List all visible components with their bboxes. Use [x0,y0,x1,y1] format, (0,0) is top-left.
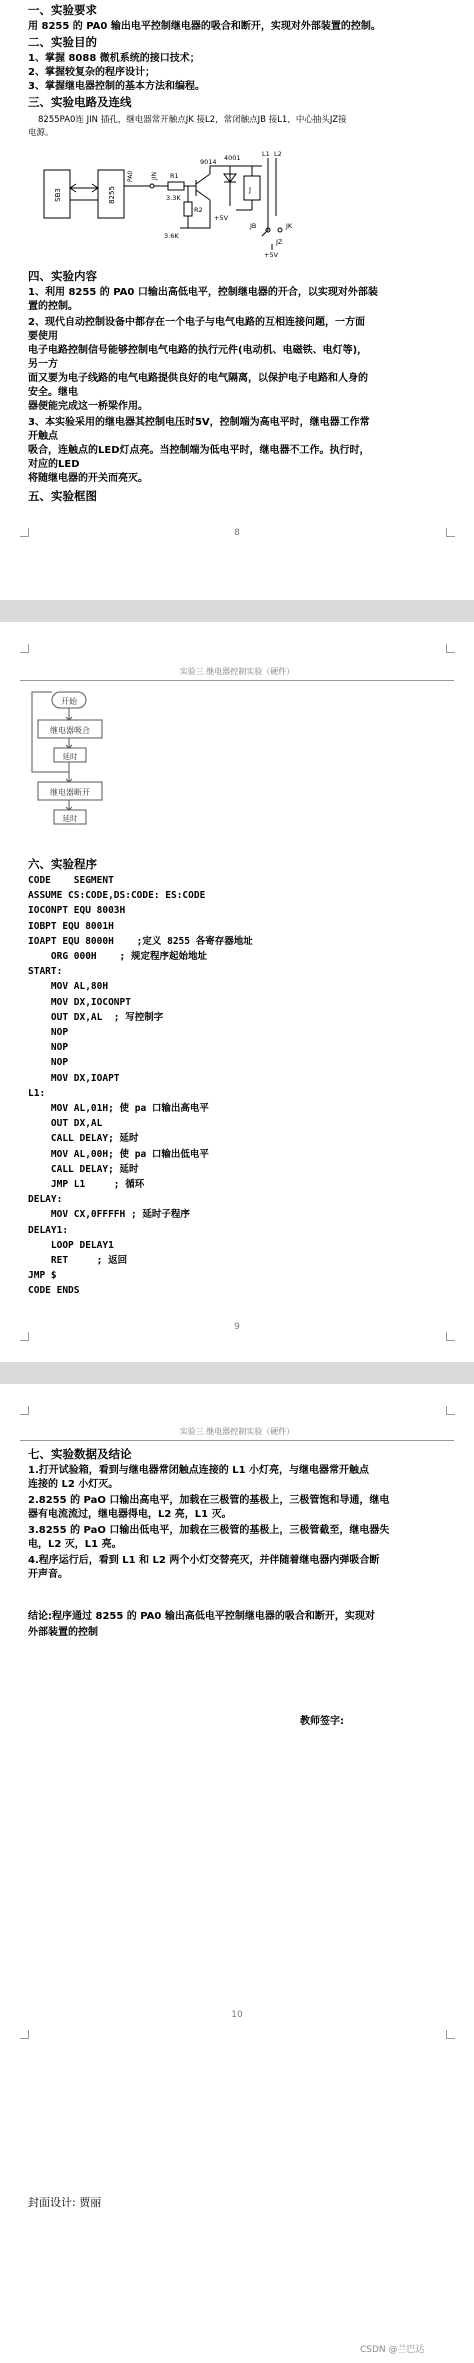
results-line-6: 电，L2 灭，L1 亮。 [28,1539,122,1550]
l2-label: L2 [274,150,282,158]
page-corner-mark [20,1406,29,1415]
content-line-11: 开触点 [28,431,58,442]
flow-start: 开始 [61,697,77,706]
results-line-4: 器有电流流过，继电器得电，L2 亮，L1 灭。 [28,1509,232,1520]
results-line-8: 开声音。 [28,1569,68,1580]
page-separator [0,1362,474,1384]
jin-label: JIN [151,171,158,180]
code-line: ASSUME CS:CODE,DS:CODE: ES:CODE [28,890,206,902]
content-line-14: 将随继电器的开关而亮灭。 [28,473,148,484]
page-number: 9 [234,1322,240,1332]
code-line: NOP [28,1042,69,1054]
code-line: JMP $ [28,1270,57,1282]
content-line-8: 安全。继电 [28,387,78,398]
heading-block-diagram: 五、实验框图 [28,489,97,503]
content-line-6: 另一方 [28,359,58,370]
content-line-7: 面又要为电子线路的电气电路提供良好的电气隔离，以保护电子电路和人身的 [28,373,368,384]
plus5v-label-2: +5V [264,251,279,259]
content-line-10: 3、本实验采用的继电器其控制电压时5V，控制端为高电平时，继电器工作常 [28,417,370,428]
results-line-5: 3.8255 的 PaO 口输出低电平，加载在三极管的基极上，三极管截至，继电器失 [28,1525,390,1536]
flow-delay-1: 延时 [62,752,78,761]
page-separator [0,600,474,622]
heading-circuit: 三、实验电路及连线 [28,95,132,109]
l1-label: L1 [262,150,270,158]
content-line-12: 吸合，连触点的LED灯点亮。当控制端为低电平时，继电器不工作。执行时， [28,445,370,456]
page-number: 10 [231,2010,243,2020]
results-line-3: 2.8255 的 PaO 口输出高电平，加载在三极管的基极上，三极管饱和导通，继电 [28,1495,390,1506]
csdn-watermark: CSDN @兰巴达 [360,2345,425,2355]
results-line-2: 连接的 L2 小灯灭。 [28,1479,119,1490]
content-line-4: 要使用 [28,331,58,342]
r1-value: 3.3K [166,194,181,202]
content-line-13: 对应的LED [28,459,80,470]
running-header: 实验三 继电器控制实验（硬件） [179,667,295,676]
code-line: JMP L1 ; 循环 [28,1179,145,1190]
results-line-1: 1.打开试验箱，看到与继电器常闭触点连接的 L1 小灯亮，与继电器常开触点 [28,1465,370,1476]
code-line: MOV AL,80H [28,981,109,993]
relay-circuit-diagram [40,150,370,260]
heading-requirements: 一、实验要求 [28,3,97,17]
code-line: OUT DX,AL ; 写控制字 [28,1011,164,1023]
code-line: MOV CX,0FFFFH ; 延时子程序 [28,1209,190,1221]
page-corner-mark [446,1406,455,1415]
conclusion-line-1: 结论:程序通过 8255 的 PA0 输出高低电平控制继电器的吸合和断开，实现对 [28,1611,375,1622]
plus5v-label-1: +5V [214,214,229,222]
requirements-text: 用 8255 的 PA0 输出电平控制继电器的吸合和断开，实现对外部装置的控制。 [28,21,381,32]
code-line: CALL DELAY; 延时 [28,1163,139,1175]
code-line: RET ; 返回 [28,1255,128,1266]
code-line: IOBPT EQU 8001H [28,920,114,932]
circuit-desc-1: 8255PA0连 JIN 插孔，继电器常开触点JK 接L2，常闭触点JB 接L1，中心抽头JZ接 [38,115,347,125]
page-1 [0,0,474,600]
results-line-7: 4.程序运行后，看到 L1 和 L2 两个小灯交替亮灭，并伴随着继电器内弹吸合断 [28,1555,380,1566]
code-line: NOP [28,1027,69,1038]
page-corner-mark [20,1332,29,1341]
code-line: NOP [28,1057,69,1069]
transistor-label: 9014 [200,158,217,166]
box-sb3-label: SB3 [54,188,62,202]
purpose-item-2: 2、掌握较复杂的程序设计； [28,67,155,78]
content-line-5: 电子电路控制信号能够控制电气电路的执行元件(电动机、电磁铁、电灯等)， [28,345,368,356]
heading-purpose: 二、实验目的 [28,35,97,49]
header-rule [20,680,454,681]
relay-coil-label: J [249,186,252,194]
code-line: DELAY: [28,1194,63,1206]
flow-relay-on: 继电器吸合 [50,726,90,735]
r1-label: R1 [170,172,179,180]
page-corner-mark [20,2030,29,2039]
heading-content: 四、实验内容 [28,269,97,283]
heading-results: 七、实验数据及结论 [28,1447,132,1461]
page-corner-mark [20,644,29,653]
code-line: ORG 000H ; 规定程序起始地址 [28,951,207,962]
content-line-3: 2、现代自动控制设备中都存在一个电子与电气电路的互相连接问题，一方面 [28,317,365,328]
code-line: L1: [28,1087,46,1099]
code-line: START: [28,966,63,978]
circuit-desc-2: 电源。 [28,128,54,138]
code-line: MOV DX,IOAPT [28,1072,120,1084]
code-line: DELAY1: [28,1224,69,1236]
code-line: MOV AL,00H; 使 pa 口输出低电平 [28,1148,209,1160]
code-line: IOCONPT EQU 8003H [28,905,126,917]
content-line-2: 置的控制。 [28,301,78,312]
header-rule [20,1440,454,1441]
flow-delay-2: 延时 [62,814,78,823]
jz-label: JZ [276,238,283,246]
page-corner-mark [446,2030,455,2039]
cover-design-credit: 封面设计: 贾丽 [28,2196,102,2209]
r2-label: R2 [194,206,203,214]
code-line: CODE ENDS [28,1285,80,1297]
running-header: 实验三 继电器控制实验（硬件） [179,1427,295,1436]
page-corner-mark [446,1332,455,1341]
content-line-1: 1、利用 8255 的 PA0 口输出高低电平，控制继电器的开合，以实现对外部装 [28,287,378,298]
code-line: OUT DX,AL [28,1118,103,1130]
flow-relay-off: 继电器断开 [50,788,90,797]
content-line-9: 器便能完成这一桥梁作用。 [28,401,148,412]
code-line: CODE SEGMENT [28,875,114,886]
code-line: MOV AL,01H; 使 pa 口输出高电平 [28,1103,209,1114]
jk-label: JK [286,222,293,230]
page-3 [0,1384,474,2363]
code-line: MOV DX,IOCONPT [28,996,131,1008]
pa0-label: PA0 [127,170,134,182]
code-line: CALL DELAY; 延时 [28,1133,139,1145]
diode-label: 4001 [224,154,241,162]
flowchart [30,688,150,866]
heading-program: 六、实验程序 [28,857,97,871]
box-8255-label: 8255 [108,186,116,204]
page-corner-mark [446,644,455,653]
conclusion-line-2: 外部装置的控制 [28,1627,98,1638]
code-line: IOAPT EQU 8000H ;定义 8255 各寄存器地址 [28,935,253,947]
jb-label: JB [250,222,257,230]
purpose-item-3: 3、掌握继电器控制的基本方法和编程。 [28,81,205,92]
page-2 [0,622,474,1362]
r2-value: 3.6K [164,232,179,240]
code-line: LOOP DELAY1 [28,1239,114,1251]
purpose-item-1: 1、掌握 8088 微机系统的接口技术； [28,53,200,64]
teacher-signature-label: 教师签字: [300,1716,344,1727]
page-number: 8 [234,528,240,538]
